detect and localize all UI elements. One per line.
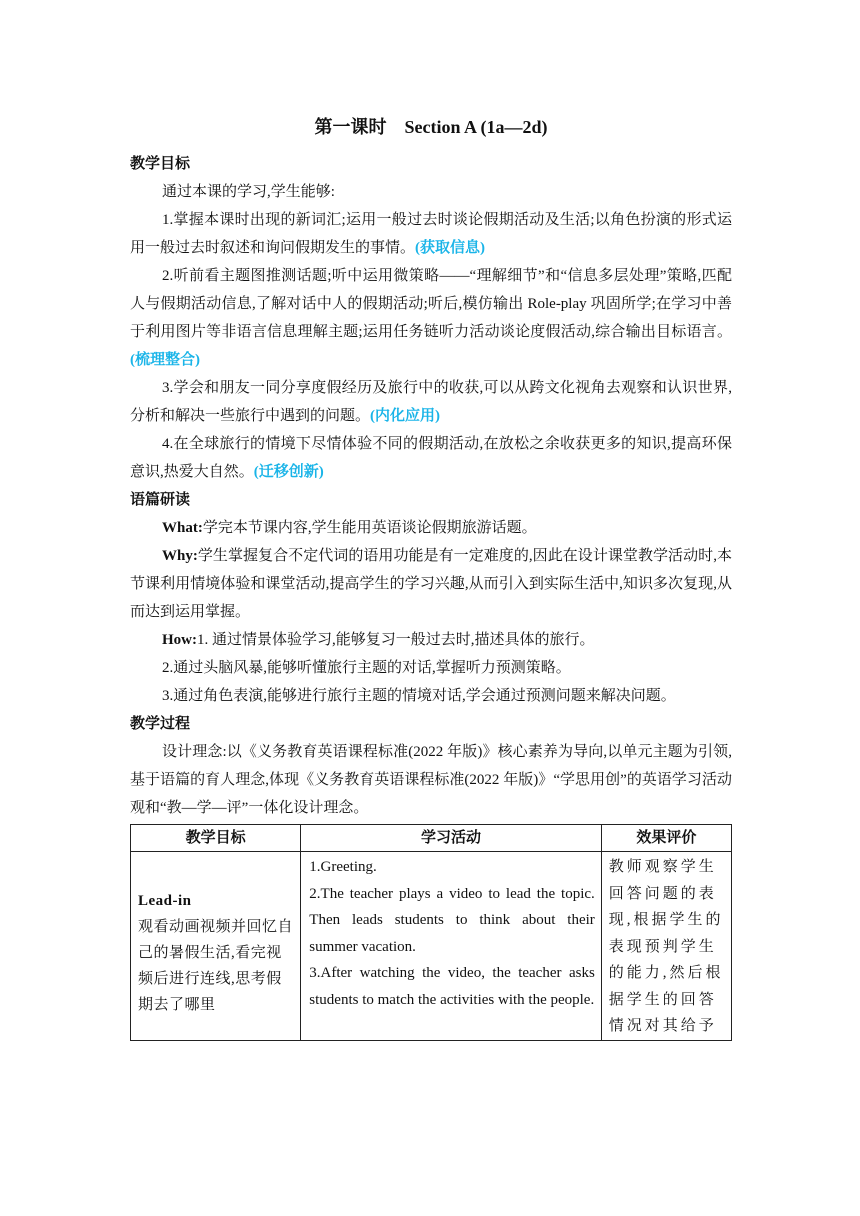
goal-text: 观看动画视频并回忆自己的暑假生活,看完视频后进行连线,思考假期去了哪里 (138, 919, 294, 1013)
how-text: 1. 通过情景体验学习,能够复习一般过去时,描述具体的旅行。 (197, 632, 595, 648)
goal-cell (131, 852, 301, 1041)
activity-item-3: 3.After watching the video, the teacher asks students to match the activities with the people. (309, 965, 595, 1008)
lesson-plan-table (130, 824, 732, 1041)
objective-text: 2.听前看主题图推测话题;听中运用微策略——“理解细节”和“信息多层处理”策略,匹配人与假期活动信息,了解对话中人的假期活动;听后,模仿输出 Role-play 巩固所学;在学习中善于利用图片等非语言信息理解主题;运用任务链听力活动谈论度假活动,综合输出目标语言。 (130, 268, 732, 340)
evaluation-cell: 教师观察学生回答问题的表现,根据学生的表现预判学生的能力,然后根据学生的回答情况对其给予 (601, 852, 731, 1041)
analysis-what (130, 514, 732, 542)
table-header-row (131, 825, 732, 852)
table-row (131, 852, 732, 1041)
objective-item-2 (130, 262, 732, 374)
objective-text: 1.掌握本课时出现的新词汇;运用一般过去时谈论假期活动及生活;以角色扮演的形式运用一般过去时叙述和询问假期发生的事情。 (130, 212, 732, 256)
objective-tag: (获取信息) (415, 240, 486, 256)
objective-item-1 (130, 206, 732, 262)
why-text: 学生掌握复合不定代词的语用功能是有一定难度的,因此在设计课堂教学活动时,本节课利用情境体验和课堂活动,提高学生的学习兴趣,从而引入到实际生活中,知识多次复现,从而达到运用掌握。 (130, 548, 732, 620)
objective-tag: (梳理整合) (130, 352, 200, 368)
header-activity: 学习活动 (301, 825, 602, 852)
activity-item-2: 2.The teacher plays a video to lead the topic. Then leads students to think about their summer vacation. (309, 885, 595, 955)
analysis-how-3: 3.通过角色表演,能够进行旅行主题的情境对话,学会通过预测问题来解决问题。 (162, 688, 676, 704)
header-evaluation: 效果评价 (601, 825, 731, 852)
objectives-heading: 教学目标 (130, 156, 191, 172)
what-text: 学完本节课内容,学生能用英语谈论假期旅游话题。 (202, 520, 537, 536)
objective-item-4 (130, 430, 732, 486)
page-title: 第一课时 Section A (1a—2d) (314, 117, 548, 137)
what-label: What: (162, 520, 203, 536)
analysis-how-2: 2.通过头脑风暴,能够听懂旅行主题的对话,掌握听力预测策略。 (162, 660, 571, 676)
process-heading: 教学过程 (130, 716, 191, 732)
objective-text: 3.学会和朋友一同分享度假经历及旅行中的收获,可以从跨文化视角去观察和认识世界,分析和解决一些旅行中遇到的问题。 (130, 380, 732, 424)
analysis-why (130, 542, 732, 626)
activity-cell (301, 852, 602, 1041)
how-label: How: (162, 632, 197, 648)
objective-text: 4.在全球旅行的情境下尽情体验不同的假期活动,在放松之余收获更多的知识,提高环保意识,热爱大自然。 (130, 436, 732, 480)
header-goal: 教学目标 (131, 825, 301, 852)
why-label: Why: (162, 548, 198, 564)
goal-title: Lead-in (138, 893, 192, 909)
analysis-how-1 (130, 626, 732, 654)
objective-tag: (内化应用) (370, 408, 441, 424)
analysis-heading: 语篇研读 (130, 492, 191, 508)
objective-tag: (迁移创新) (253, 464, 324, 480)
activity-item-1: 1.Greeting. (309, 859, 377, 875)
objectives-intro: 通过本课的学习,学生能够: (162, 184, 335, 200)
document-page (130, 110, 732, 1041)
process-concept: 设计理念:以《义务教育英语课程标准(2022 年版)》核心素养为导向,以单元主题为引领,基于语篇的育人理念,体现《义务教育英语课程标准(2022 年版)》“学思用创”的英语学习活动观和“教—学—评”一体化设计理念。 (130, 744, 732, 816)
objective-item-3 (130, 374, 732, 430)
